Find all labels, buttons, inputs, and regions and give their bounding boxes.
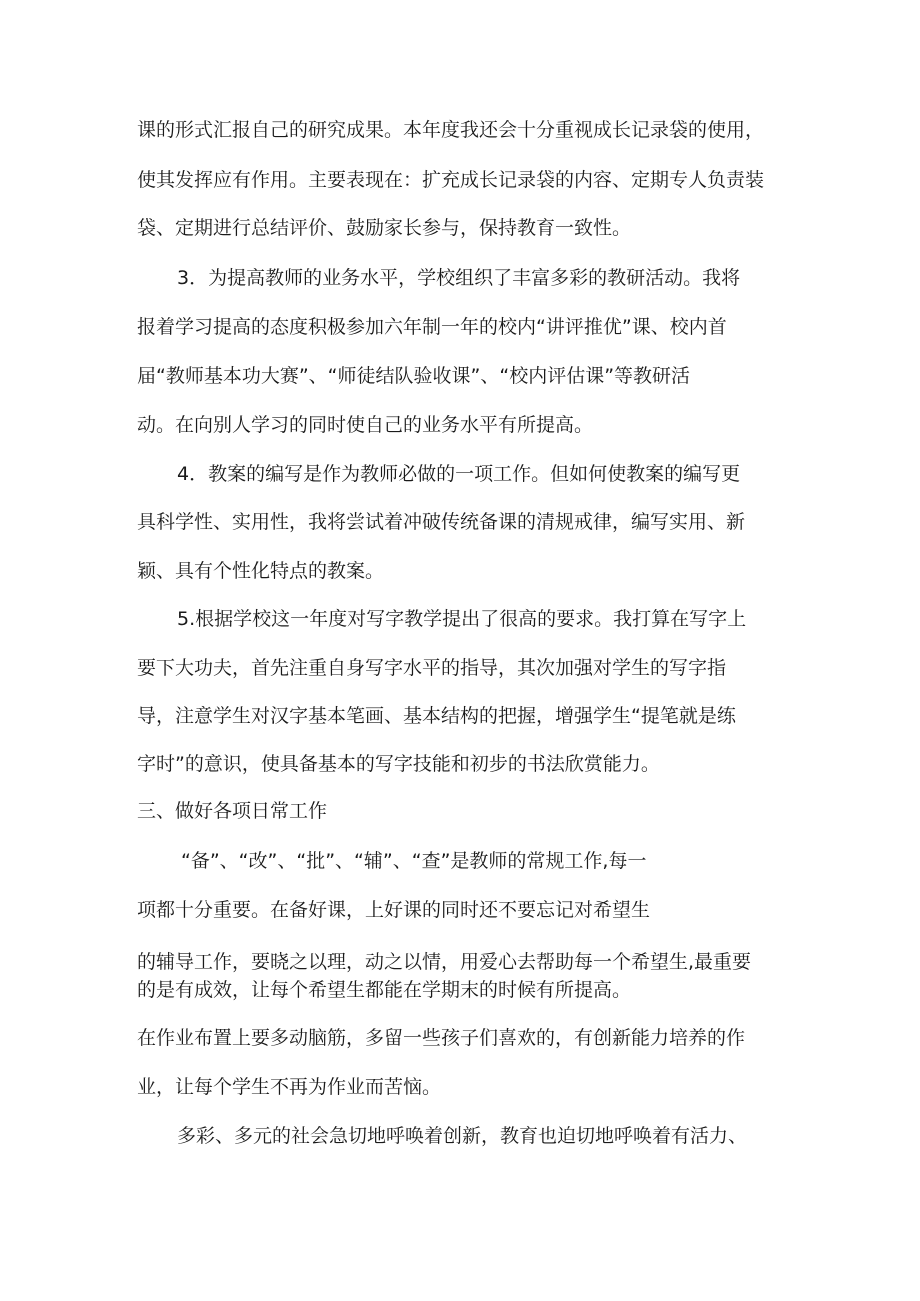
text-line-12: 要下大功夫，首先注重自身写字水平的指导，其次加强对学生的写字指 <box>137 657 727 679</box>
text-line-16: “备”、“改”、“批”、“辅”、“查”是教师的常规工作,每一 <box>181 850 647 872</box>
text-line-22: 多彩、多元的社会急切地呼唤着创新，教育也迫切地呼唤着有活力、 <box>177 1125 748 1147</box>
text-line-1: 课的形式汇报自己的研究成果。本年度我还会十分重视成长记录袋的使用， <box>137 119 765 141</box>
text-line-10: 颖、具有个性化特点的教案。 <box>137 560 385 582</box>
text-line-17: 项都十分重要。在备好课，上好课的同时还不要忘记对希望生 <box>137 899 651 921</box>
text-line-8: 4．教案的编写是作为教师必做的一项工作。但如何使教案的编写更 <box>177 463 741 485</box>
section-heading: 三、做好各项日常工作 <box>137 800 328 822</box>
text-line-3: 袋、定期进行总结评价、鼓励家长参与，保持教育一致性。 <box>137 217 632 239</box>
text-line-11: 5.根据学校这一年度对写字教学提出了很高的要求。我打算在写字上 <box>177 608 747 630</box>
text-line-21: 业，让每个学生不再为作业而苦恼。 <box>137 1076 442 1098</box>
text-line-20: 在作业布置上要多动脑筋，多留一些孩子们喜欢的，有创新能力培养的作 <box>137 1027 746 1049</box>
text-line-7: 动。在向别人学习的同时使自己的业务水平有所提高。 <box>137 414 594 436</box>
text-line-5: 报着学习提高的态度积极参加六年制一年的校内“讲评推优”课、校内首 <box>137 316 727 338</box>
text-line-19: 的是有成效，让每个希望生都能在学期末的时候有所提高。 <box>137 979 632 1001</box>
text-line-4: 3．为提高教师的业务水平，学校组织了丰富多彩的教研活动。我将 <box>177 267 741 289</box>
text-line-13: 导，注意学生对汉字基本笔画、基本结构的把握，增强学生“提笔就是练 <box>137 705 736 727</box>
text-line-6: 届“教师基本功大赛”、“师徒结队验收课”、“校内评估课”等教研活 <box>137 365 691 387</box>
text-line-14: 字时”的意识，使具备基本的写字技能和初步的书法欣赏能力。 <box>137 753 660 775</box>
text-line-9: 具科学性、实用性，我将尝试着冲破传统备课的清规戒律，编写实用、新 <box>137 511 746 533</box>
text-line-18: 的辅导工作，要晓之以理，动之以情，用爱心去帮助每一个希望生,最重要 <box>137 951 752 973</box>
text-line-2: 使其发挥应有作用。主要表现在：扩充成长记录袋的内容、定期专人负责装 <box>137 169 765 191</box>
